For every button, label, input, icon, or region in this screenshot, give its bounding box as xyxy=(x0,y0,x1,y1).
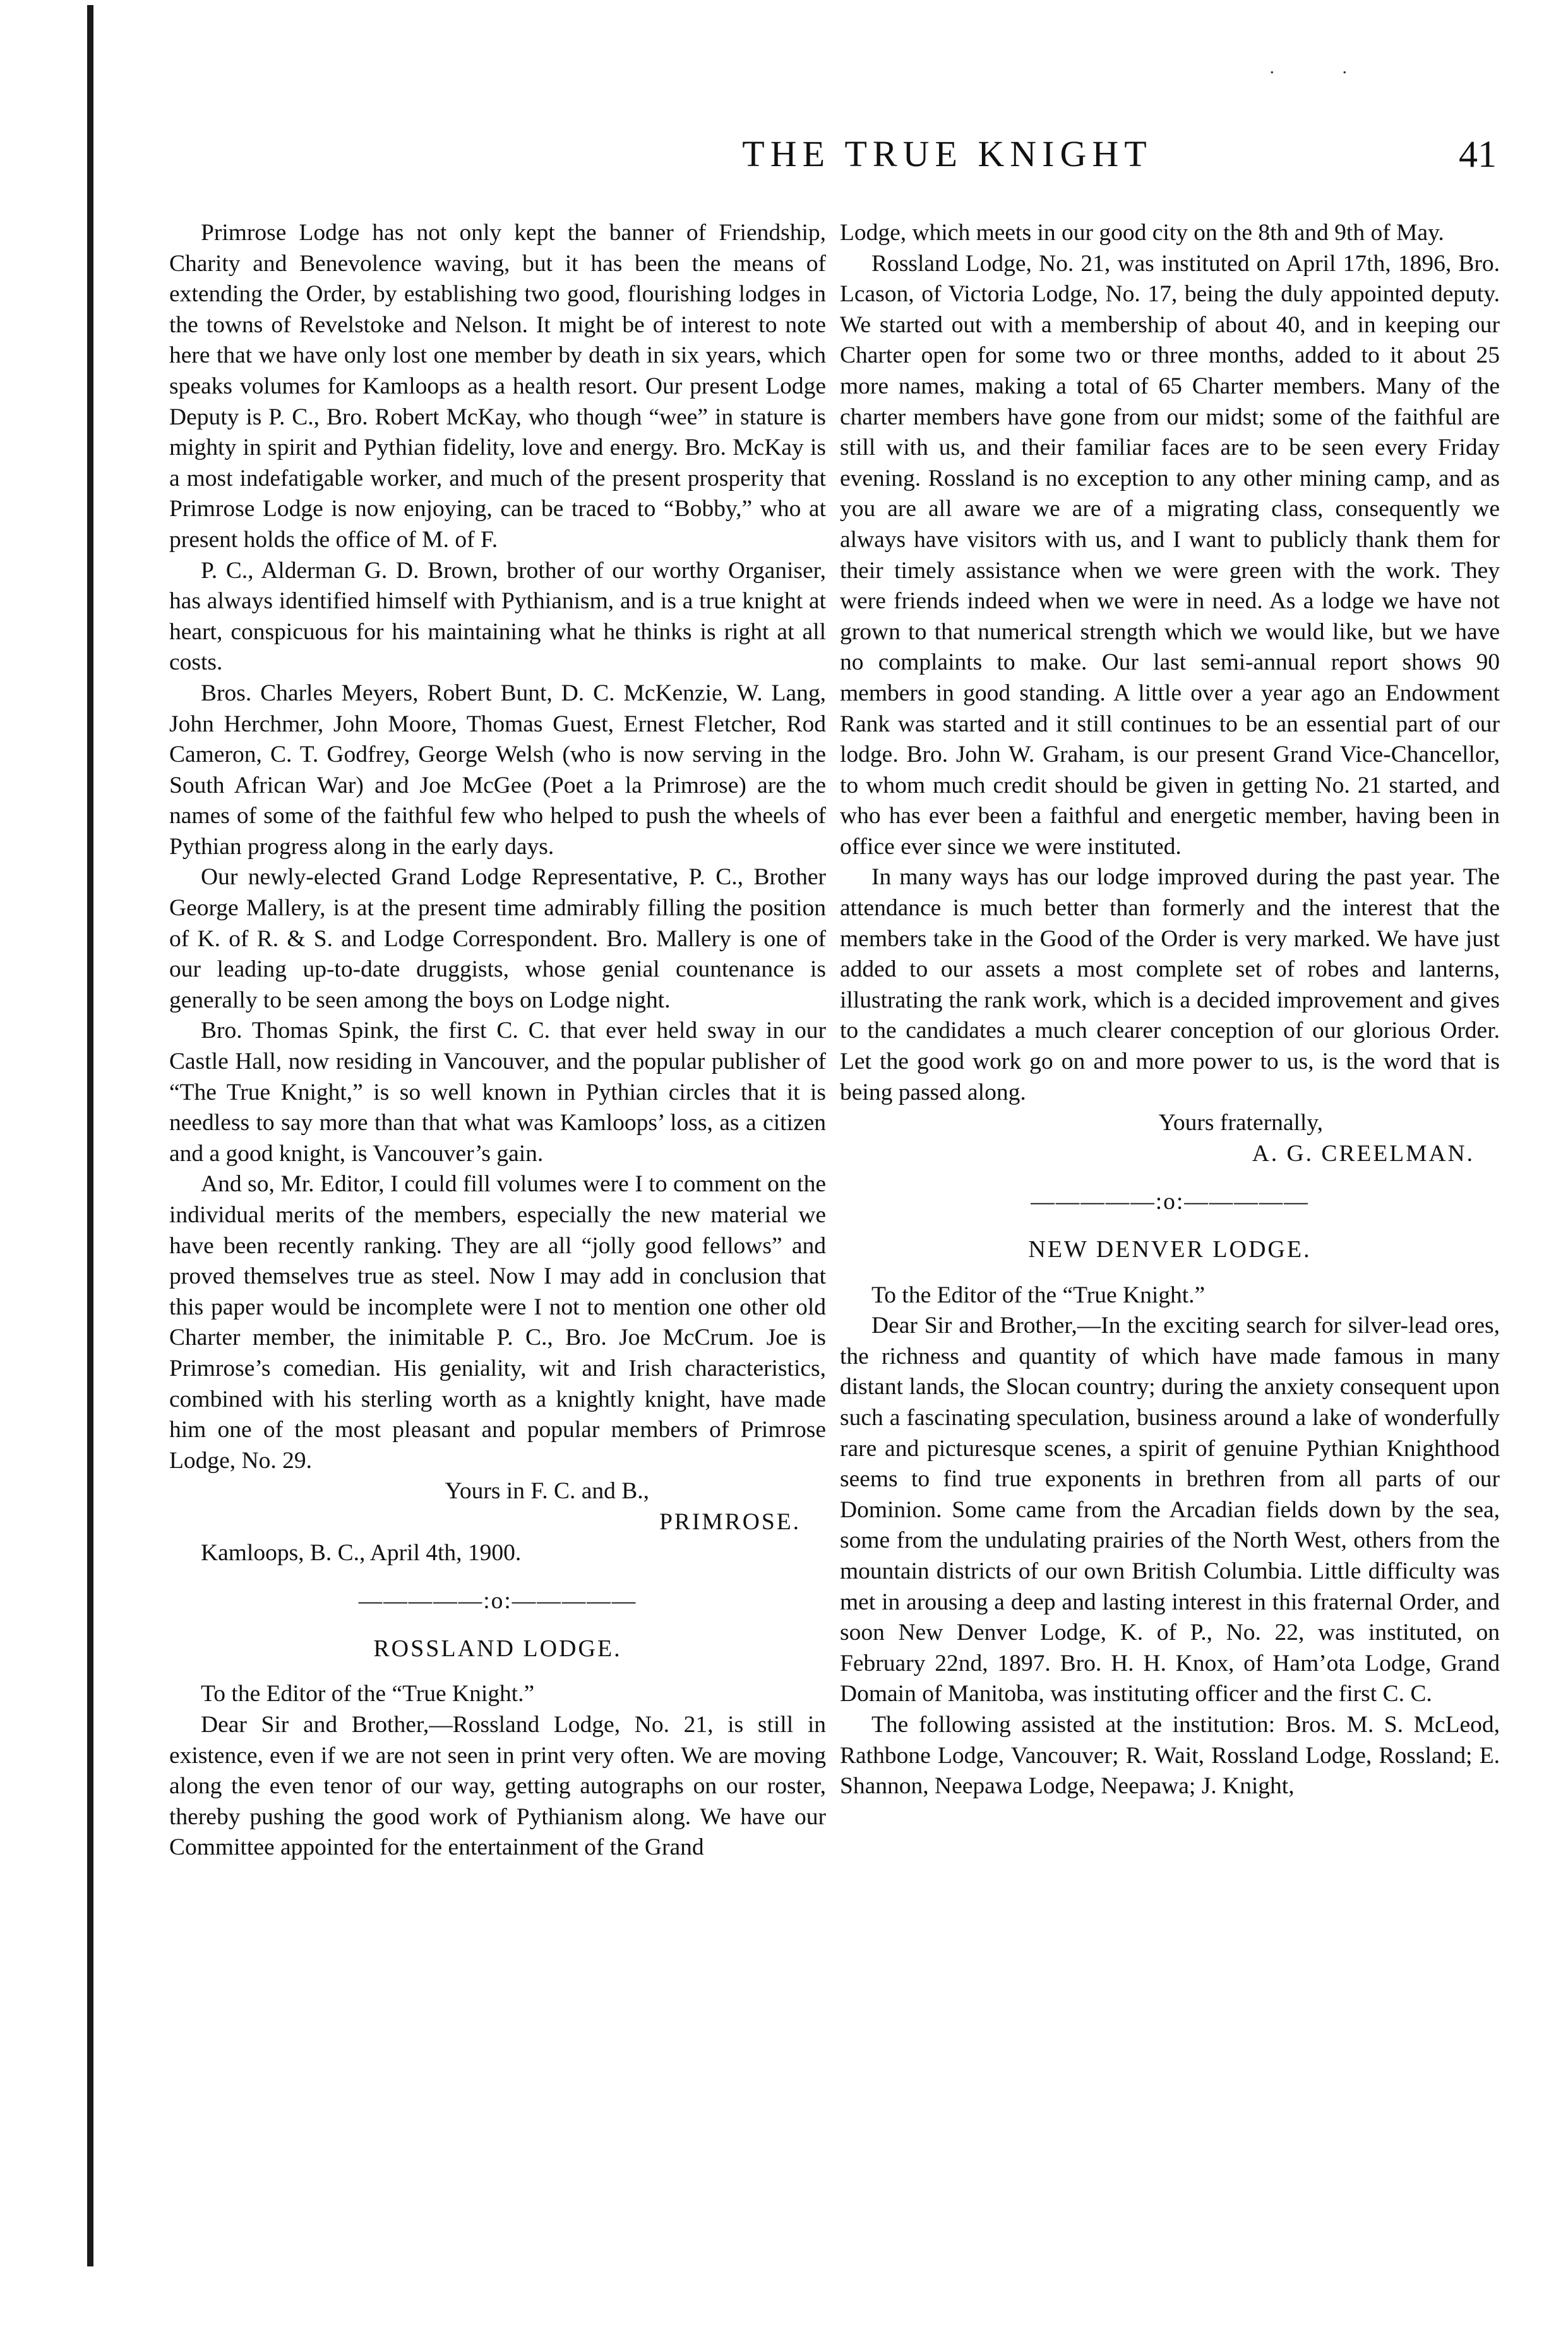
paragraph: Bro. Thomas Spink, the first C. C. that ever held sway in our Castle Hall, now residing in Vancouver, and the popular publisher of “The True Knight,” is so well known in Pythian circles that it is needless to say more than that what was Kamloops’ loss, as a citizen and a good knight, is Vancouver’s gain. xyxy=(169,1018,826,1167)
print-specks: . . xyxy=(1269,57,1379,78)
paragraph: Lodge, which meets in our good city on the 8th and 9th of May. xyxy=(840,220,1444,246)
left-column xyxy=(169,218,826,1863)
letter-signature: A. G. CREELMAN. xyxy=(1252,1140,1475,1167)
paragraph: Dear Sir and Brother,—Rossland Lodge, No. 21, is still in existence, even if we are not seen in print very often. We are moving along the even tenor of our way, getting autographs on our roster, thereby pushing the good work of Pythianism along. We have our Committee appointed for the entertainment of the Grand xyxy=(169,1711,826,1861)
page-header xyxy=(139,133,1528,189)
paragraph: Dear Sir and Brother,—In the exciting search for silver-lead ores, the richness and quantity of which have made famous in many distant lands, the Slocan country; during the anxiety consequent upon such a fascinating speculation, business around a lake of wonderfully rare and picturesque scenes, a spirit of genuine Pythian Knighthood seems to find true exponents in brethren from all parts of our Dominion. Some came from the Arcadian fields down by the sea, some from the undulating prairies of the North West, others from the mountain districts of our own British Columbia. Little difficulty was met in arousing a deep and lasting interest in this fraternal Order, and soon New Denver Lodge, K. of P., No. 22, was instituted, on February 22nd, 1897. Bro. H. H. Knox, of Ham’ota Lodge, Grand Domain of Manitoba, was instituting officer and the first C. C. xyxy=(840,1313,1500,1707)
salutation: To the Editor of the “True Knight.” xyxy=(201,1681,535,1707)
letter-closing: Yours in F. C. and B., xyxy=(445,1478,649,1505)
paragraph: P. C., Alderman G. D. Brown, brother of our worthy Organiser, has always identified himself with Pythianism, and is a true knight at heart, conspicuous for his maintaining what he thinks is right at all costs. xyxy=(169,557,826,676)
letter-closing: Yours fraternally, xyxy=(1158,1110,1323,1136)
section-heading-rossland: ROSSLAND LODGE. xyxy=(373,1635,622,1662)
paragraph: In many ways has our lodge improved during the past year. The attendance is much better than formerly and the interest that the members take in the Good of the Order is very marked. We have just added to our assets a most complete set of robes and lanterns, illustrating the rank work, which is a decided improvement and gives to the candidates a much clearer conception of our glorious Order. Let the good work go on and more power to us, is the word that is being passed along. xyxy=(840,864,1500,1105)
section-divider: —————:o:————— xyxy=(358,1588,637,1615)
paragraph: Our newly-elected Grand Lodge Representative, P. C., Brother George Mallery, is at the present time admirably filling the position of K. of R. & S. and Lodge Correspondent. Bro. Mallery is one of our leading up-to-date druggists, whose genial countenance is generally to be seen among the boys on Lodge night. xyxy=(169,864,826,1013)
section-divider: —————:o:————— xyxy=(1031,1189,1309,1215)
paragraph: The following assisted at the institution: Bros. M. S. McLeod, Rathbone Lodge, Vancouver; R. Wait, Rossland Lodge, Rossland; E. Shannon, Neepawa Lodge, Neepawa; J. Knight, xyxy=(840,1711,1500,1800)
right-column xyxy=(840,218,1500,1802)
paragraph: Bros. Charles Meyers, Robert Bunt, D. C. McKenzie, W. Lang, John Herchmer, John Moore, Thomas Guest, Ernest Fletcher, Rod Cameron, C. T. Godfrey, George Welsh (who is now serving in the South African War) and Joe McGee (Poet a la Primrose) are the names of some of the faithful few who helped to push the wheels of Pythian progress along in the early days. xyxy=(169,680,826,860)
letter-signature: PRIMROSE. xyxy=(659,1508,801,1535)
running-title: THE TRUE KNIGHT xyxy=(742,133,1152,174)
place-and-date: Kamloops, B. C., April 4th, 1900. xyxy=(201,1539,522,1566)
paragraph: Rossland Lodge, No. 21, was instituted on April 17th, 1896, Bro. Lcason, of Victoria Lodge, No. 17, being the duly appointed deputy. We started out with a membership of about 40, and in keeping our Charter open for some two or three months, added to it about 25 more names, making a total of 65 Charter members. Many of the charter members have gone from our midst; some of the faithful are still with us, and their familiar faces are to be seen every Friday evening. Rossland is no exception to any other mining camp, and as you are all aware we are of a migrating class, consequently we always have visitors with us, and I want to publicly thank them for their timely assistance when we were green with the work. They were friends indeed when we were in need. As a lodge we have not grown to that numerical strength which we would like, but we have no complaints to make. Our last semi-annual report shows 90 members in good standing. A little over a year ago an Endowment Rank was started and it still continues to be an essential part of our lodge. Bro. John W. Graham, is our present Grand Vice-Chancellor, to whom much credit should be given in getting No. 21 started, and who has ever been a faithful and energetic member, having been in office ever since we were instituted. xyxy=(840,250,1500,860)
page-number: 41 xyxy=(1459,133,1497,175)
page-binding-rule xyxy=(87,5,93,2266)
paragraph: Primrose Lodge has not only kept the banner of Friendship, Charity and Benevolence waving, but it has been the means of extending the Order, by establishing two good, flourishing lodges in the towns of Revelstoke and Nelson. It might be of interest to note here that we have only lost one member by death in six years, which speaks volumes for Kamloops as a health resort. Our present Lodge Deputy is P. C., Bro. Robert McKay, who though “wee” in stature is mighty in spirit and Pythian fidelity, love and energy. Bro. McKay is a most indefatigable worker, and much of the present prosperity that Primrose Lodge is now enjoying, can be traced to “Bobby,” who at present holds the office of M. of F. xyxy=(169,220,826,553)
section-heading-new-denver: NEW DENVER LODGE. xyxy=(1028,1236,1312,1263)
paragraph: And so, Mr. Editor, I could fill volumes were I to comment on the individual merits of the members, especially the new material we have been recently ranking. They are all “jolly good fellows” and proved themselves true as steel. Now I may add in conclusion that this paper would be incomplete were I not to mention one other old Charter member, the inimitable P. C., Bro. Joe McCrum. Joe is Primrose’s comedian. His geniality, wit and Irish characteristics, combined with his sterling worth as a knightly knight, have made him one of the most pleasant and popular members of Primrose Lodge, No. 29. xyxy=(169,1171,826,1474)
salutation: To the Editor of the “True Knight.” xyxy=(871,1282,1206,1308)
